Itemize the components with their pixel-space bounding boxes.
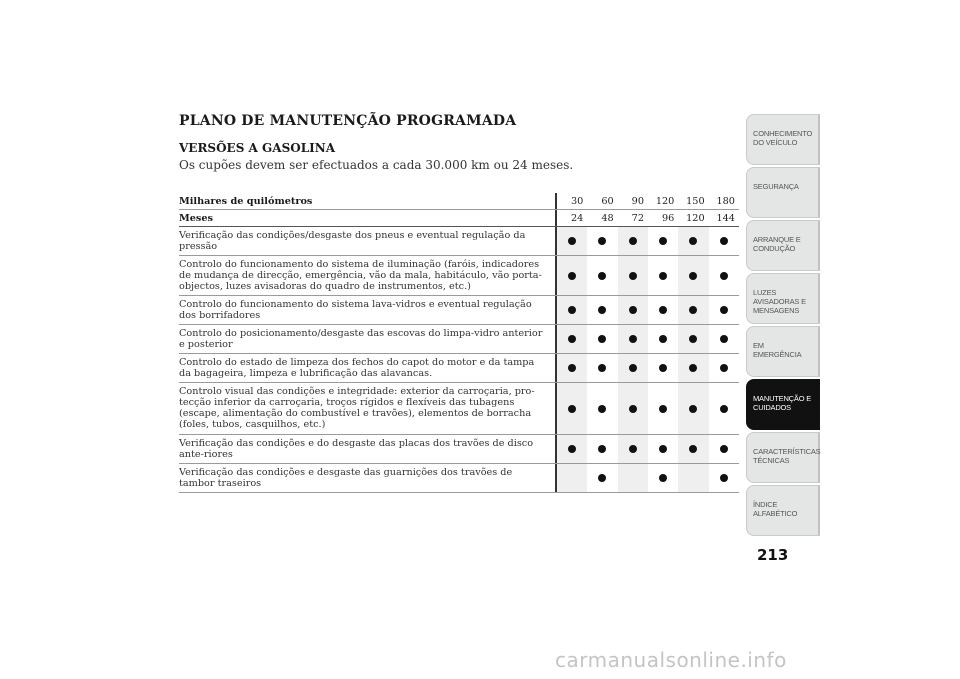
intro-text: Os cupões devem ser efectuados a cada 30.000 km ou 24 meses.: [179, 158, 574, 172]
check-dot-icon: [720, 405, 728, 413]
interval-cell: [618, 435, 648, 463]
interval-cell: [557, 227, 587, 255]
interval-cell: [678, 325, 708, 353]
task-description: Verificação das condições e desgaste das guarnições dos travões de tambor traseiros: [179, 467, 513, 489]
task-description: Controlo do posicionamento/desgaste das escovas do limpa-vidro anterior e posterior: [179, 328, 543, 350]
interval-cell: [709, 383, 739, 434]
check-dot-icon: [568, 237, 576, 245]
task-description: Verificação das condições/desgaste dos pneus e eventual regulação da pressão: [179, 230, 526, 252]
months-value: 120: [678, 210, 708, 226]
check-dot-icon: [568, 364, 576, 372]
check-dot-icon: [659, 364, 667, 372]
table-row: [179, 296, 739, 325]
check-dot-icon: [629, 272, 637, 280]
km-value: 180: [709, 193, 739, 209]
task-description: Controlo do funcionamento do sistema lava-vidros e eventual regulação dos borrifadores: [179, 299, 532, 321]
chapter-tab[interactable]: ARRANQUE E CONDUÇÃO: [746, 220, 820, 271]
chapter-tab[interactable]: ÍNDICE ALFABÉTICO: [746, 485, 820, 536]
check-dot-icon: [689, 272, 697, 280]
interval-cell: [618, 464, 648, 492]
interval-cell: [557, 296, 587, 324]
check-dot-icon: [720, 272, 728, 280]
interval-cell: [678, 435, 708, 463]
interval-cell: [678, 354, 708, 382]
interval-cell: [678, 256, 708, 295]
interval-cell: [709, 256, 739, 295]
interval-cell: [557, 435, 587, 463]
interval-cell: [678, 227, 708, 255]
check-dot-icon: [689, 364, 697, 372]
interval-cell: [557, 383, 587, 434]
interval-cell: [648, 227, 678, 255]
km-label: Milhares de quilómetros: [179, 196, 313, 207]
km-value: 90: [618, 193, 648, 209]
interval-cell: [557, 256, 587, 295]
task-description: Verificação das condições e do desgaste das placas dos travões de disco ante-riores: [179, 438, 534, 460]
check-dot-icon: [720, 474, 728, 482]
check-dot-icon: [598, 237, 606, 245]
interval-cell: [709, 227, 739, 255]
table-row: [179, 325, 739, 354]
interval-cell: [709, 464, 739, 492]
interval-cell: [648, 256, 678, 295]
interval-cell: [618, 354, 648, 382]
km-value: 150: [678, 193, 708, 209]
check-dot-icon: [598, 335, 606, 343]
months-value: 96: [648, 210, 678, 226]
interval-cell: [648, 325, 678, 353]
chapter-tabs: [746, 114, 820, 538]
check-dot-icon: [720, 335, 728, 343]
table-row: [179, 464, 739, 493]
check-dot-icon: [659, 272, 667, 280]
check-dot-icon: [568, 272, 576, 280]
page-title: PLANO DE MANUTENÇÃO PROGRAMADA: [179, 113, 517, 129]
interval-cell: [587, 435, 617, 463]
interval-cell: [709, 296, 739, 324]
check-dot-icon: [689, 445, 697, 453]
interval-cell: [618, 296, 648, 324]
interval-cell: [678, 296, 708, 324]
check-dot-icon: [598, 364, 606, 372]
table-row: [179, 383, 739, 435]
check-dot-icon: [629, 335, 637, 343]
check-dot-icon: [689, 405, 697, 413]
table-row: [179, 435, 739, 464]
months-header-row: [179, 210, 739, 227]
section-subtitle: VERSÕES A GASOLINA: [179, 141, 336, 155]
check-dot-icon: [568, 405, 576, 413]
page-number: 213: [757, 546, 789, 564]
interval-cell: [678, 464, 708, 492]
check-dot-icon: [629, 306, 637, 314]
interval-cell: [587, 296, 617, 324]
chapter-tab[interactable]: LUZES AVISADORAS E MENSAGENS: [746, 273, 820, 324]
chapter-tab[interactable]: MANUTENÇÃO E CUIDADOS: [746, 379, 820, 430]
interval-cell: [557, 325, 587, 353]
check-dot-icon: [659, 405, 667, 413]
check-dot-icon: [659, 306, 667, 314]
check-dot-icon: [720, 364, 728, 372]
interval-cell: [678, 383, 708, 434]
task-description: Controlo do estado de limpeza dos fechos do capot do motor e da tampa da bagageira, limpeza e lubrificação das alavancas.: [179, 357, 535, 379]
interval-cell: [709, 325, 739, 353]
check-dot-icon: [568, 335, 576, 343]
interval-cell: [557, 464, 587, 492]
check-dot-icon: [629, 364, 637, 372]
interval-cell: [557, 354, 587, 382]
months-label: Meses: [179, 213, 213, 224]
interval-cell: [648, 354, 678, 382]
km-value: 30: [557, 193, 587, 209]
check-dot-icon: [720, 237, 728, 245]
check-dot-icon: [720, 306, 728, 314]
check-dot-icon: [689, 237, 697, 245]
interval-cell: [587, 325, 617, 353]
interval-cell: [648, 296, 678, 324]
km-value: 60: [587, 193, 617, 209]
table-row: [179, 354, 739, 383]
check-dot-icon: [598, 474, 606, 482]
check-dot-icon: [689, 335, 697, 343]
interval-cell: [618, 256, 648, 295]
check-dot-icon: [598, 445, 606, 453]
task-description: Controlo visual das condições e integridade: exterior da carroçaria, pro-tecção inferior da carroçaria, troços rígidos e flexíveis das tubagens (escape, alimentação do combustível e travões), elementos de borracha (foles, tubos, casquilhos, etc.): [179, 386, 535, 430]
interval-cell: [618, 383, 648, 434]
km-header-row: [179, 193, 739, 210]
chapter-tab[interactable]: SEGURANÇA: [746, 167, 820, 218]
check-dot-icon: [689, 306, 697, 314]
check-dot-icon: [629, 445, 637, 453]
maintenance-table: [179, 193, 739, 493]
interval-cell: [648, 464, 678, 492]
check-dot-icon: [629, 405, 637, 413]
check-dot-icon: [568, 306, 576, 314]
check-dot-icon: [629, 237, 637, 245]
check-dot-icon: [598, 306, 606, 314]
chapter-tab[interactable]: EM EMERGÊNCIA: [746, 326, 820, 377]
task-description: Controlo do funcionamento do sistema de iluminação (faróis, indicadores de mudança de direcção, emergência, vão da mala, habitáculo, vão porta-objectos, luzes avisadoras do quadro de instrumentos, etc.): [179, 259, 542, 292]
interval-cell: [648, 383, 678, 434]
interval-cell: [587, 354, 617, 382]
check-dot-icon: [598, 272, 606, 280]
check-dot-icon: [659, 335, 667, 343]
interval-cell: [618, 227, 648, 255]
check-dot-icon: [598, 405, 606, 413]
check-dot-icon: [659, 237, 667, 245]
interval-cell: [587, 464, 617, 492]
interval-cell: [648, 435, 678, 463]
interval-cell: [587, 383, 617, 434]
table-row: [179, 227, 739, 256]
months-value: 48: [587, 210, 617, 226]
check-dot-icon: [720, 445, 728, 453]
table-row: [179, 256, 739, 296]
check-dot-icon: [659, 445, 667, 453]
months-value: 72: [618, 210, 648, 226]
months-value: 144: [709, 210, 739, 226]
months-value: 24: [557, 210, 587, 226]
interval-cell: [618, 325, 648, 353]
check-dot-icon: [659, 474, 667, 482]
check-dot-icon: [568, 445, 576, 453]
km-value: 120: [648, 193, 678, 209]
interval-cell: [709, 354, 739, 382]
watermark: carmanualsonline.info: [555, 648, 787, 672]
interval-cell: [587, 227, 617, 255]
interval-cell: [587, 256, 617, 295]
chapter-tab[interactable]: CARACTERÍSTICAS TÉCNICAS: [746, 432, 820, 483]
interval-cell: [709, 435, 739, 463]
chapter-tab[interactable]: CONHECIMENTO DO VEÍCULO: [746, 114, 820, 165]
